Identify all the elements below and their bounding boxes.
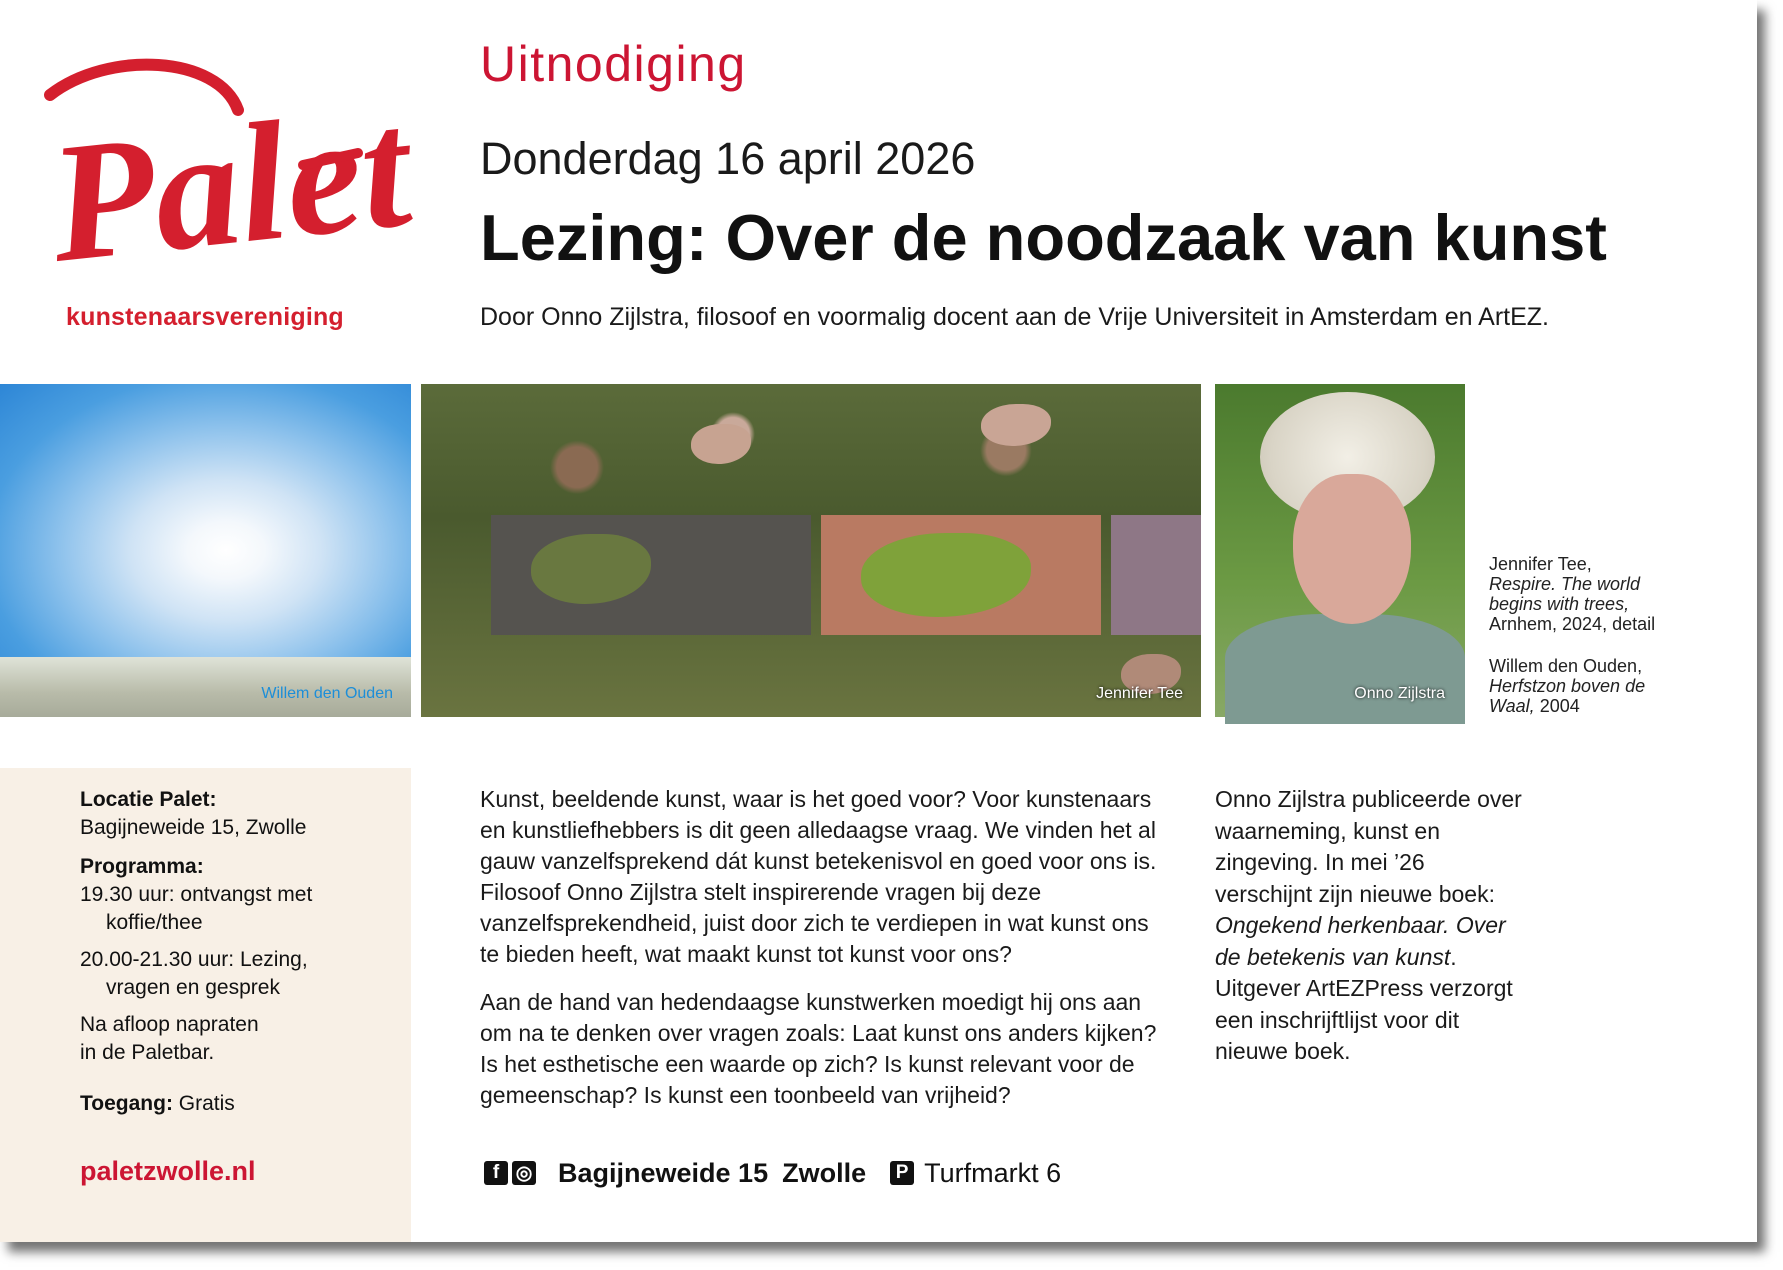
caption-work: begins with trees,: [1489, 594, 1630, 614]
oak-leaf: [981, 404, 1051, 446]
logo-subtitle: kunstenaarsvereniging: [66, 303, 344, 331]
caption-work: Respire. The world: [1489, 574, 1641, 594]
footer-parking: Turfmarkt 6: [924, 1157, 1062, 1188]
book-title-line-1: Ongekend herkenbaar.: [1215, 912, 1450, 938]
portrait-face: [1293, 474, 1411, 624]
caption-work: Waal,: [1489, 696, 1535, 716]
palet-wordmark: [41, 55, 418, 305]
caption-meta: Arnhem, 2024, detail: [1489, 614, 1656, 634]
caption-year: 2004: [1539, 696, 1580, 716]
bio-intro: Onno Zijlstra publiceerde over waarneming, kunst en zingeving. In mei ’26 verschijnt zijn nieuwe boek:: [1215, 786, 1522, 907]
caption-work: Herfstzon boven de: [1489, 676, 1646, 696]
location-label: Locatie Palet:: [80, 788, 217, 811]
oak-leaf: [691, 424, 751, 464]
event-title: Lezing: Over de noodzaak van kunst: [480, 201, 1607, 274]
caption-willem-den-ouden: [1489, 656, 1645, 716]
sky-painting-photo: [0, 384, 411, 717]
after-line-2: in de Paletbar.: [80, 1041, 215, 1064]
sky-photo-credit: Willem den Ouden: [261, 685, 393, 702]
caption-jennifer-tee: [1489, 554, 1655, 634]
book-title-line-2: Over de betekenis van kunst: [1215, 912, 1506, 970]
facebook-icon[interactable]: f: [484, 1161, 508, 1185]
red-brick: [821, 515, 1101, 635]
program-block: [80, 853, 312, 937]
logo-wordmark-text: Palet: [41, 73, 418, 298]
moss-bricks-photo: [421, 384, 1201, 717]
program-item-2-cont: vragen en gesprek: [106, 976, 280, 999]
parking-icon: P: [890, 1161, 914, 1185]
purple-brick: [1111, 515, 1201, 635]
location-block: [80, 786, 306, 842]
entry-block: [80, 1090, 235, 1118]
program-item-2: 20.00-21.30 uur: Lezing,: [80, 948, 308, 971]
bio-outro: . Uitgever ArtEZPress verzorgt een inschrijftlijst voor dit nieuwe boek.: [1215, 943, 1513, 1064]
portrait-credit: Onno Zijlstra: [1354, 685, 1445, 702]
palet-logo: [41, 55, 418, 345]
after-block: [80, 1011, 259, 1067]
caption-artist: Willem den Ouden,: [1489, 656, 1643, 676]
website-link[interactable]: paletzwolle.nl: [80, 1156, 256, 1186]
footer-address: [484, 1155, 1061, 1191]
program-item-1: 19.30 uur: ontvangst met: [80, 883, 313, 906]
program-label: Programma:: [80, 855, 204, 878]
program-item-2-block: [80, 946, 308, 1002]
location-value: Bagijneweide 15, Zwolle: [80, 816, 307, 839]
moss-leaf-shape: [861, 533, 1031, 617]
speaker-byline: Door Onno Zijlstra, filosoof en voormalig docent aan de Vrije Universiteit in Amsterdam en ArtEZ.: [480, 303, 1549, 331]
entry-label: Toegang:: [80, 1092, 173, 1115]
after-line-1: Na afloop napraten: [80, 1013, 259, 1036]
moss-photo-credit: Jennifer Tee: [1096, 685, 1183, 702]
entry-value: Gratis: [178, 1092, 235, 1115]
body-paragraph-1: Kunst, beeldende kunst, waar is het goed voor? Voor kunstenaars en kunstliefhebbers is dit geen alledaagse vraag. We vinden het al gauw vanzelfsprekend dát kunst betekenisvol en goed voor ons is. Filosoof Onno Zijlstra stelt inspirerende vragen bij deze vanzelfsprekendheid, juist door zich te verdiepen in wat kunst ons te bieden heeft, wat maakt kunst tot kunst voor ons?: [480, 786, 1157, 967]
speaker-portrait-photo: [1215, 384, 1465, 717]
invitation-kicker: Uitnodiging: [480, 36, 747, 92]
body-paragraph-2: Aan de hand van hedendaagse kunstwerken moedigt hij ons aan om na te denken over vragen zoals: Laat kunst ons anders kijken? Is het esthetische een waarde op zich? Is kunst relevant voor de gemeenschap? Is kunst een toonbeeld van vrijheid?: [480, 989, 1157, 1108]
event-date: Donderdag 16 april 2026: [480, 133, 976, 184]
caption-artist: Jennifer Tee,: [1489, 554, 1592, 574]
portrait-shirt: [1225, 614, 1465, 724]
speaker-bio: [1215, 784, 1525, 1068]
instagram-icon[interactable]: ◎: [512, 1161, 536, 1185]
footer-street: Bagijneweide 15: [558, 1157, 769, 1188]
footer-city: Zwolle: [782, 1157, 867, 1188]
program-item-1-cont: koffie/thee: [106, 911, 203, 934]
